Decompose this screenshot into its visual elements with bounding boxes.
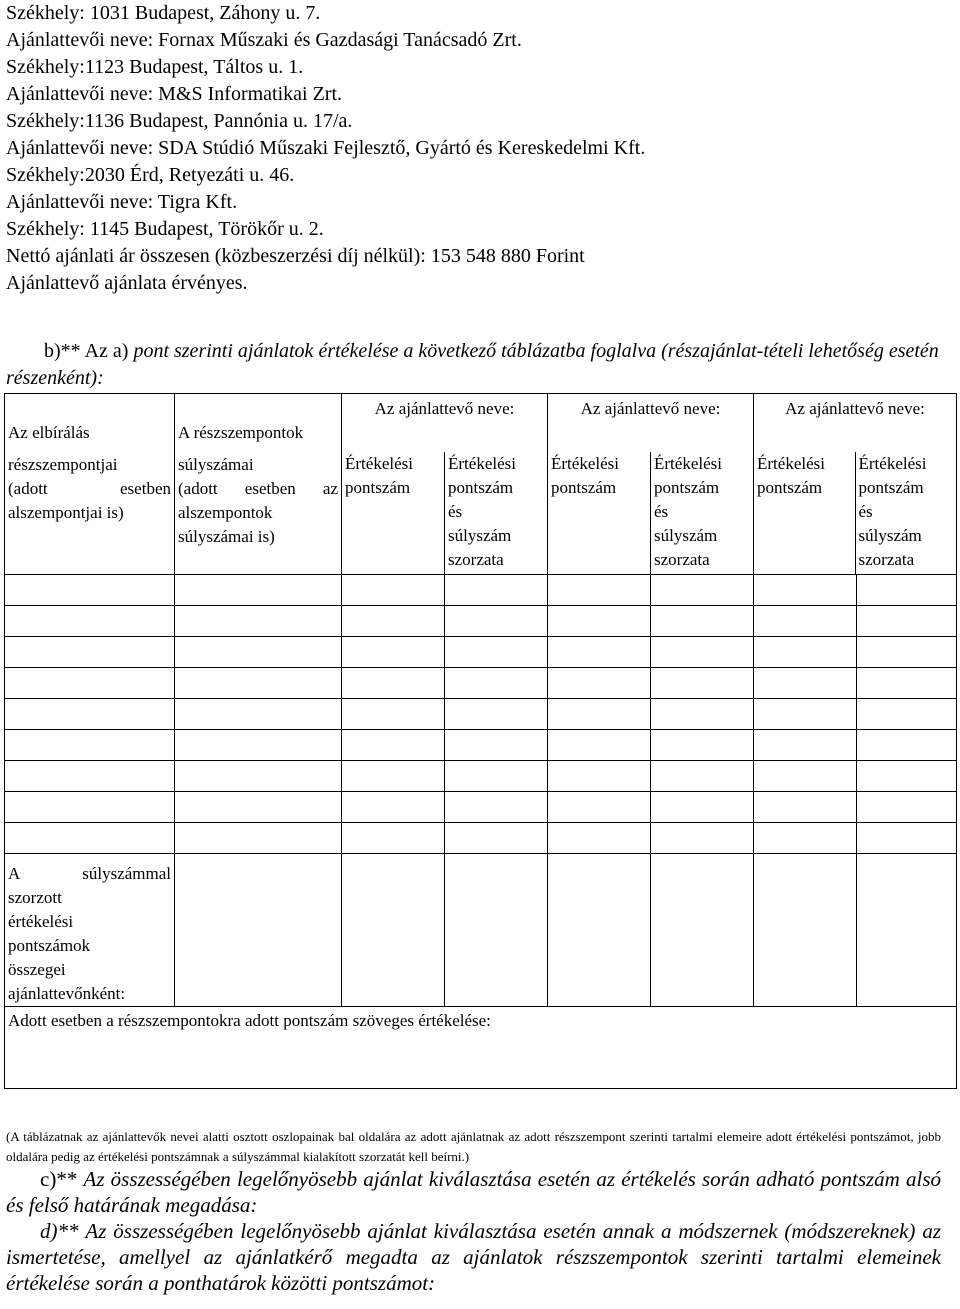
table-row xyxy=(5,637,957,668)
table-row xyxy=(5,575,957,606)
weights-header-line: súlyszámai xyxy=(178,455,254,474)
table-row xyxy=(5,606,957,637)
table-row xyxy=(5,761,957,792)
bidder-1-weighted-label: Értékelési pontszám és súlyszám szorzata xyxy=(444,452,547,574)
seat-line-3: Székhely:1136 Budapest, Pannónia u. 17/a. xyxy=(6,110,353,132)
sum-label-line: értékelési xyxy=(8,912,74,931)
sum-label-cell xyxy=(5,854,175,1007)
section-d-marker: d)** xyxy=(40,1219,79,1243)
sum-label-line: pontszámok xyxy=(8,936,91,955)
weights-header-line: A részszempontok xyxy=(178,423,304,442)
bidder-2-score-label: Értékelési pontszám xyxy=(551,454,619,497)
weights-header-line: alszempontok xyxy=(178,503,273,522)
weights-header-cell xyxy=(175,394,342,575)
bidder-3-name-label: Az ajánlattevő neve: xyxy=(785,399,925,418)
bidder-name-line-2: Ajánlattevői neve: M&S Informatikai Zrt. xyxy=(6,83,343,105)
seat-line-1: Székhely: 1031 Budapest, Záhony u. 7. xyxy=(6,2,321,24)
bidder-2-header xyxy=(548,394,754,575)
section-d-text: Az összességében legelőnyösebb ajánlat kiválasztása esetén annak a módszernek (módszereknek) az ismertetése, amellyel az ajánlatkérő megadta az ajánlatok részszempontok szerinti tartalmi elemeinek értékelése során a ponthatárok közötti pontszámot: xyxy=(6,1219,941,1295)
text-eval-row xyxy=(5,1007,957,1089)
criteria-header-line: (adott esetben xyxy=(8,479,171,498)
table-row xyxy=(5,668,957,699)
net-price-line: Nettó ajánlati ár összesen (közbeszerzési díj nélkül): 153 548 880 Forint xyxy=(6,245,585,267)
sum-label-line: ajánlattevőnként: xyxy=(8,984,126,1003)
bidder-2-weighted-label: Értékelési pontszám és súlyszám szorzata xyxy=(650,452,753,574)
weights-header-line: súlyszámai is) xyxy=(178,527,275,546)
section-b-ref: Az a) xyxy=(84,340,129,362)
validity-line: Ajánlattevő ajánlata érvényes. xyxy=(6,272,248,294)
section-d xyxy=(6,1218,941,1296)
table-row xyxy=(5,823,957,854)
criteria-header-line: részszempontjai xyxy=(8,455,118,474)
section-c-text: Az összességében legelőnyösebb ajánlat kiválasztása esetén az értékelés során adható pontszám alsó és felső határának megadása: xyxy=(6,1167,942,1217)
section-c xyxy=(6,1166,941,1218)
seat-line-4: Székhely:2030 Érd, Retyezáti u. 46. xyxy=(6,164,295,186)
table-note: (A táblázatnak az ajánlattevők nevei alatti osztott oszlopainak bal oldalára az adott ajánlatnak az adott részszempont szerinti tartalmi elemeire adott értékelési pontszámot, jobb oldalára pedig az értékelési pontszámnak a súlyszámmal kialakított szorzatát kell beírni.) xyxy=(6,1129,941,1164)
weights-header-line: (adott esetben az xyxy=(178,479,338,498)
section-b-text: pont szerinti ajánlatok értékelése a következő táblázatba foglalva (részajánlat-tételi lehetőség esetén részenként): xyxy=(6,340,939,389)
section-b-intro xyxy=(6,338,946,392)
table-row xyxy=(5,792,957,823)
section-c-marker: c)** xyxy=(40,1167,78,1191)
bidder-1-header xyxy=(342,394,548,575)
bidder-3-header xyxy=(754,394,957,575)
bidder-3-score-label: Értékelési pontszám xyxy=(757,454,825,497)
criteria-header-line: Az elbírálás xyxy=(8,423,90,442)
text-eval-cell xyxy=(5,1007,957,1089)
evaluation-table xyxy=(4,393,957,1089)
table-row xyxy=(5,730,957,761)
table-sum-row xyxy=(5,854,957,1007)
table-row xyxy=(5,699,957,730)
section-b-marker: b)** xyxy=(44,340,81,362)
sum-label-line: A súlyszámmal xyxy=(8,864,171,883)
bidder-name-line-1: Ajánlattevői neve: Fornax Műszaki és Gazdasági Tanácsadó Zrt. xyxy=(6,29,522,51)
table-header-row xyxy=(5,394,957,575)
criteria-header-cell xyxy=(5,394,175,575)
criteria-header-line: alszempontjai is) xyxy=(8,503,124,522)
sum-label-line: szorzott xyxy=(8,888,62,907)
seat-line-5: Székhely: 1145 Budapest, Törökőr u. 2. xyxy=(6,218,324,240)
bidder-1-name-label: Az ajánlattevő neve: xyxy=(374,399,515,418)
bidder-2-name-label: Az ajánlattevő neve: xyxy=(580,399,721,418)
bidder-name-line-3: Ajánlattevői neve: SDA Stúdió Műszaki Fejlesztő, Gyártó és Kereskedelmi Kft. xyxy=(6,137,646,159)
seat-line-2: Székhely:1123 Budapest, Táltos u. 1. xyxy=(6,56,304,78)
bidder-3-weighted-label: Értékelési pontszám és súlyszám szorzata xyxy=(855,452,957,574)
text-eval-label: Adott esetben a részszempontokra adott pontszám szöveges értékelése: xyxy=(8,1011,491,1030)
bidder-name-line-4: Ajánlattevői neve: Tigra Kft. xyxy=(6,191,238,213)
sum-label-line: összegei xyxy=(8,960,66,979)
closing-sections xyxy=(6,1166,941,1296)
bidder-1-score-label: Értékelési pontszám xyxy=(345,454,413,497)
